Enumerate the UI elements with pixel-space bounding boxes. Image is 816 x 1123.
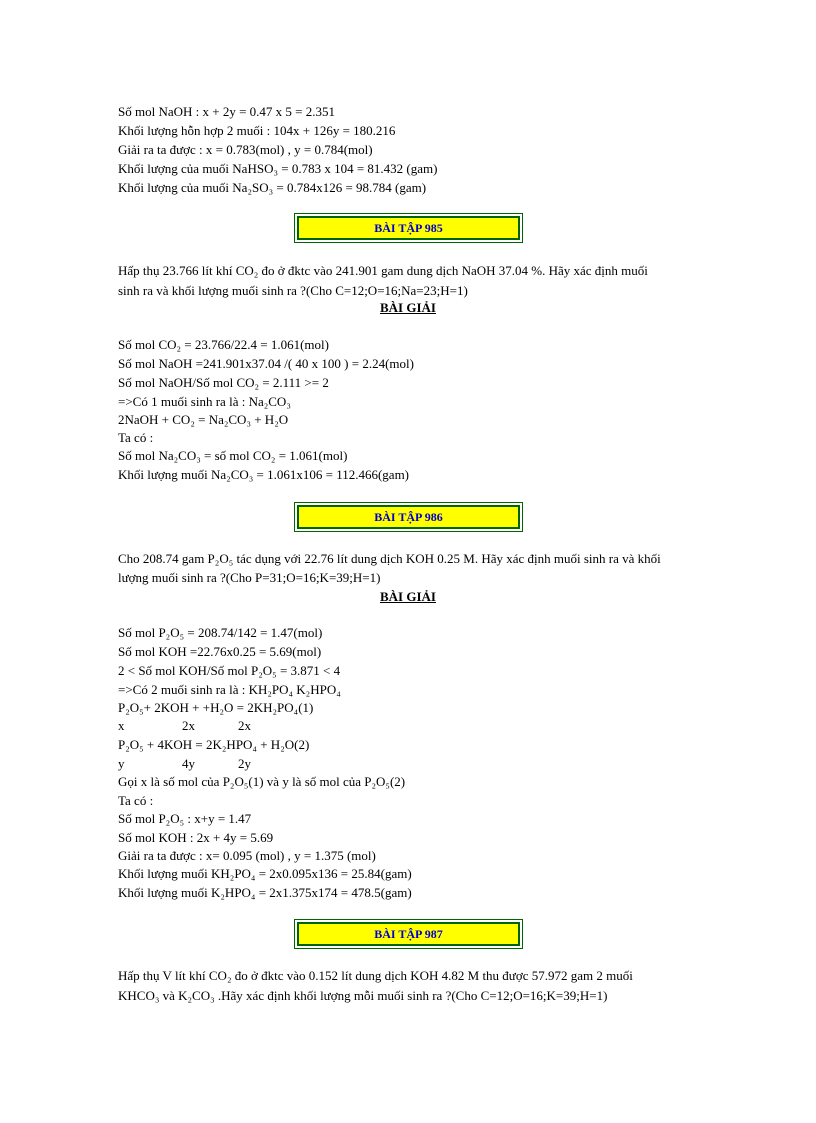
problem-text: lượng muối sinh ra ?(Cho P=31;O=16;K=39;H=1) [118, 570, 381, 585]
problem-text: KHCO₃ và K₂CO₃ .Hãy xác định khối lượng mỗi muối sinh ra ?(Cho C=12;O=16;K=39;H=1) [118, 988, 608, 1003]
text-line: Số mol P₂O₅ = 208.74/142 = 1.47(mol) [118, 625, 323, 640]
coef: 2x [182, 718, 195, 733]
text-line: Số mol CO₂ = 23.766/22.4 = 1.061(mol) [118, 337, 329, 352]
text-line: Khối lượng muối Na₂CO₃ = 1.061x106 = 112.466(gam) [118, 467, 410, 482]
coef: 2x [238, 718, 251, 733]
text-line: Ta có : [118, 793, 154, 808]
text-line: 2 < Số mol KOH/Số mol P₂O₅ = 3.871 < 4 [118, 663, 341, 678]
text-line: Khối lượng hỗn hợp 2 muối : 104x + 126y = 180.216 [118, 123, 396, 138]
exercise-title-987: BÀI TẬP 987 [297, 922, 520, 946]
text-line: Số mol Na₂CO₃ = số mol CO₂ = 1.061(mol) [118, 448, 348, 463]
text-line: Số mol NaOH/Số mol CO₂ = 2.111 >= 2 [118, 375, 329, 390]
text-line: Số mol NaOH : x + 2y = 0.47 x 5 = 2.351 [118, 104, 335, 119]
text-line: Gọi x là số mol của P₂O₅(1) và y là số mol của P₂O₅(2) [118, 774, 406, 789]
solution-heading: BÀI GIẢI [380, 589, 436, 604]
exercise-title-986: BÀI TẬP 986 [297, 505, 520, 529]
text-line: =>Có 1 muối sinh ra là : Na₂CO₃ [118, 394, 291, 409]
text-line: 2NaOH + CO₂ = Na₂CO₃ + H₂O [118, 412, 289, 427]
text-line: Giải ra ta được : x = 0.783(mol) , y = 0.784(mol) [118, 142, 373, 157]
text-line: Số mol KOH =22.76x0.25 = 5.69(mol) [118, 644, 322, 659]
coef: 4y [182, 756, 195, 771]
problem-text: sinh ra và khối lượng muối sinh ra ?(Cho C=12;O=16;Na=23;H=1) [118, 283, 468, 298]
stoichiometry-row [118, 755, 251, 773]
text-line: Ta có : [118, 430, 154, 445]
text-line: Số mol P₂O₅ : x+y = 1.47 [118, 811, 252, 826]
text-line: =>Có 2 muối sinh ra là : KH₂PO₄ K₂HPO₄ [118, 682, 341, 697]
text-line: Khối lượng của muối NaHSO₃ = 0.783 x 104 = 81.432 (gam) [118, 161, 438, 176]
stoichiometry-row [118, 717, 251, 735]
text-line: Khối lượng muối K₂HPO₄ = 2x1.375x174 = 478.5(gam) [118, 885, 412, 900]
text-line: Khối lượng của muối Na₂SO₃ = 0.784x126 = 98.784 (gam) [118, 180, 427, 195]
text-line: Giải ra ta được : x= 0.095 (mol) , y = 1.375 (mol) [118, 848, 376, 863]
text-line: Khối lượng muối KH₂PO₄ = 2x0.095x136 = 25.84(gam) [118, 866, 412, 881]
exercise-title-985: BÀI TẬP 985 [297, 216, 520, 240]
text-line: P₂O₅ + 4KOH = 2K₂HPO₄ + H₂O(2) [118, 737, 310, 752]
coef: x [118, 718, 125, 733]
problem-text: Cho 208.74 gam P₂O₅ tác dụng với 22.76 lít dung dịch KOH 0.25 M. Hãy xác định muối sinh ra và khối [118, 551, 661, 566]
solution-heading: BÀI GIẢI [380, 300, 436, 315]
problem-text: Hấp thụ 23.766 lít khí CO₂ đo ở đktc vào 241.901 gam dung dịch NaOH 37.04 %. Hãy xác định muối [118, 263, 648, 278]
text-line: Số mol KOH : 2x + 4y = 5.69 [118, 830, 274, 845]
text-line: Số mol NaOH =241.901x37.04 /( 40 x 100 ) = 2.24(mol) [118, 356, 414, 371]
coef: 2y [238, 756, 251, 771]
text-line: P₂O₅+ 2KOH + +H₂O = 2KH₂PO₄(1) [118, 700, 314, 715]
problem-text: Hấp thụ V lít khí CO₂ đo ở đktc vào 0.152 lít dung dịch KOH 4.82 M thu được 57.972 gam 2 muối [118, 968, 633, 983]
coef: y [118, 756, 125, 771]
